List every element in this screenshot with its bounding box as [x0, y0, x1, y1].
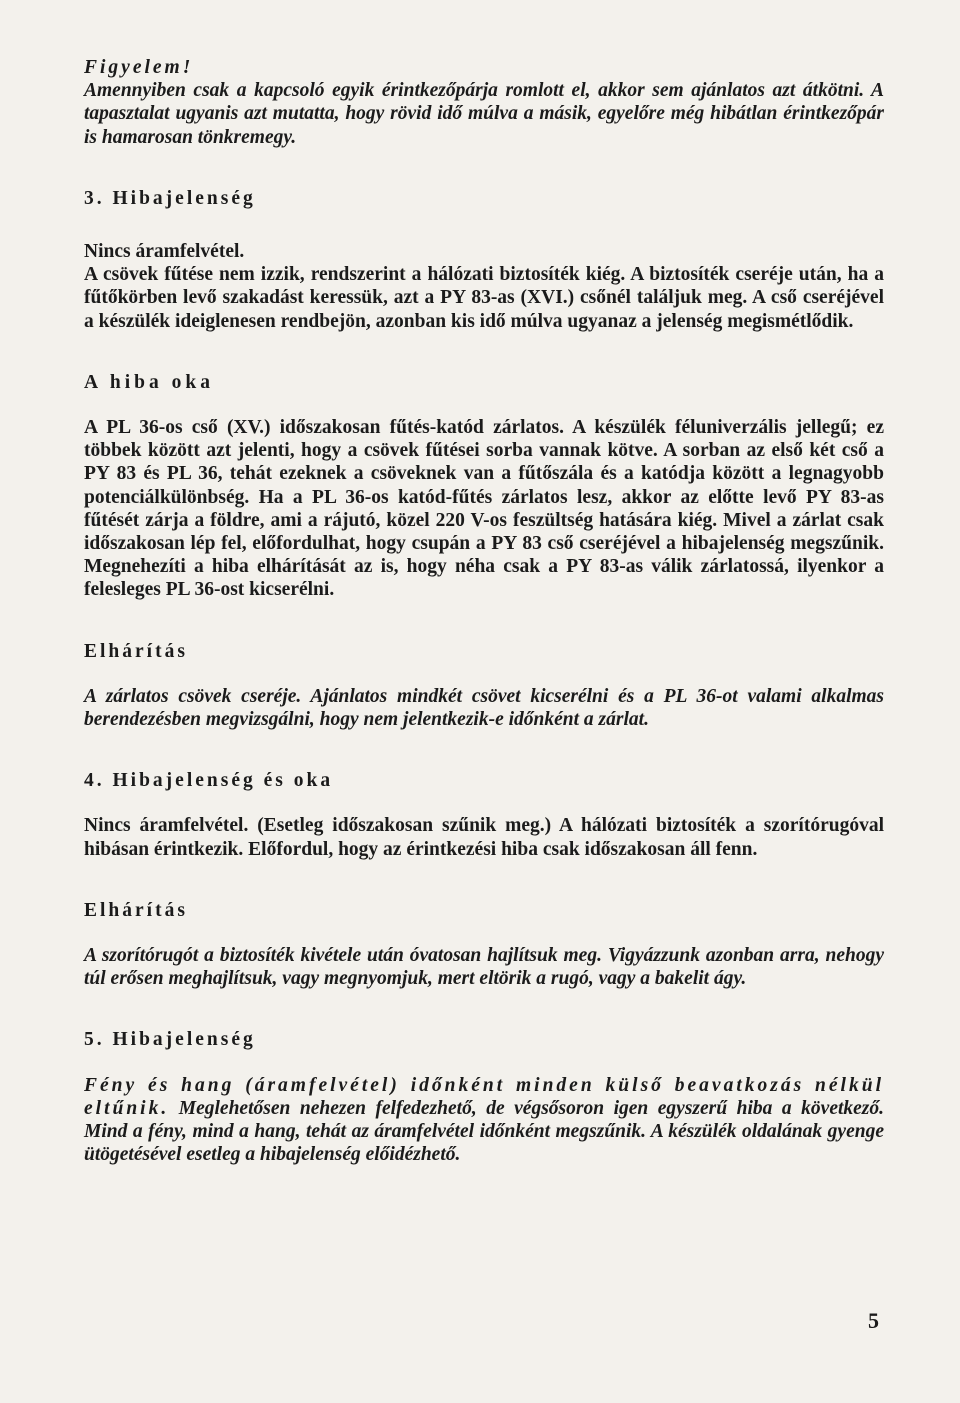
section-3-fix-text: A zárlatos csövek cseréje. Ajánlatos mindkét csövet kicserélni és a PL 36-ot valami alkalmas berendezésben megvizsgálni, hogy nem jelentkezik-e időnként a zárlat. — [84, 685, 884, 731]
section-4-symptom-note: (Esetleg időszakosan szűnik meg.) — [257, 815, 552, 837]
section-4-symptom-text: A hálózati biztosíték a szorítórugóval hibásan érintkezik. Előfordul, hogy az érintkezési hiba csak időszakosan áll fenn. — [84, 815, 884, 860]
section-5-text — [84, 1074, 884, 1167]
warning-text: Amennyiben csak a kapcsoló egyik érintkezőpárja romlott el, akkor sem ajánlatos azt átkötni. A tapasztalat ugyanis azt mutatta, hogy rövid idő múlva a másik, egyelőre még hibátlan érintkezőpár is hamarosan tönkremegy. — [84, 80, 884, 148]
section-3-cause-text: A PL 36-os cső (XV.) időszakosan fűtés-katód zárlatos. A készülék féluniverzális jellegű; ez többek között azt jelenti, hogy a csövek fűtései sorba vannak kötve. A sorban az első két cső a PY 83 és PL 36, tehát ezeknek a csöveknek van a fűtőszála és a katódja között a legnagyobb potenciálkülönbség. Ha a PL 36-os katód-fűtés zárlatos lesz, akkor az előtte levő PY 83-as fűtését zárja a földre, ami a rájutó, közel 220 V-os feszültség hatására kiég. Mivel a zárlat csak időszakosan lép fel, előfordulhat, hogy csupán a PY 83 cső cseréjével a hibajelenség megszűnik. Megnehezíti a hiba elhárítását az is, hogy néha csak a PY 83-as válik zárlatossá, ilyenkor a felesleges PL 36-ost kicserélni. — [84, 417, 884, 601]
section-4-heading — [84, 769, 884, 792]
section-5-spaced-lead: Fény és hang (áramfelvétel) időnként minden külső beavatkozás nélkül eltűnik. — [84, 1074, 884, 1119]
section-4-fix-heading: Elhárítás — [84, 899, 188, 921]
section-5-heading — [84, 1028, 884, 1051]
section-4-number: 4. — [84, 770, 105, 792]
section-3-symptom-title: Nincs áramfelvétel. — [84, 241, 245, 263]
section-3-heading — [84, 187, 884, 210]
section-5-body: Meglehetősen nehezen felfedezhető, de végsősoron igen egyszerű hiba a következő. Mind a fény, mind a hang, tehát az áramfelvétel időnként megszűnik. A készülék oldalának gyenge ütögetésével esetleg a hibajelenség előidézhető. — [84, 1097, 885, 1166]
document-page — [84, 56, 884, 1167]
section-4-fix-text: A szorítórugót a biztosíték kivétele után óvatosan hajlítsuk meg. Vigyázzunk azonban arra, nehogy túl erősen meghajlítsuk, vagy megnyomjuk, mert eltörik a rugó, vagy a bakelit ágy. — [84, 945, 884, 990]
section-3-fix-heading: Elhárítás — [84, 640, 188, 662]
section-3-symptom-text: A csövek fűtése nem izzik, rendszerint a hálózati biztosíték kiég. A biztosíték cseréje után, ha a fűtőkörben levő szakadást keressük, azt a PY 83-as (XVI.) csőnél találjuk meg. A cső cseréjével a készülék ideiglenesen rendbejön, azonban kis idő múlva ugyanaz a jelenség megismétlődik. — [84, 264, 884, 332]
section-3-number: 3. — [84, 187, 105, 209]
section-3-cause-heading: A hiba oka — [84, 371, 214, 393]
page-number: 5 — [868, 1308, 879, 1333]
warning-title: Figyelem! — [84, 57, 194, 78]
section-4-title: Hibajelenség és oka — [112, 770, 334, 792]
section-4-symptom — [84, 814, 884, 860]
section-5-number: 5. — [84, 1029, 105, 1051]
section-5-title: Hibajelenség — [112, 1029, 256, 1051]
section-3-title: Hibajelenség — [112, 187, 256, 209]
section-4-symptom-title: Nincs áramfelvétel. — [84, 815, 249, 837]
